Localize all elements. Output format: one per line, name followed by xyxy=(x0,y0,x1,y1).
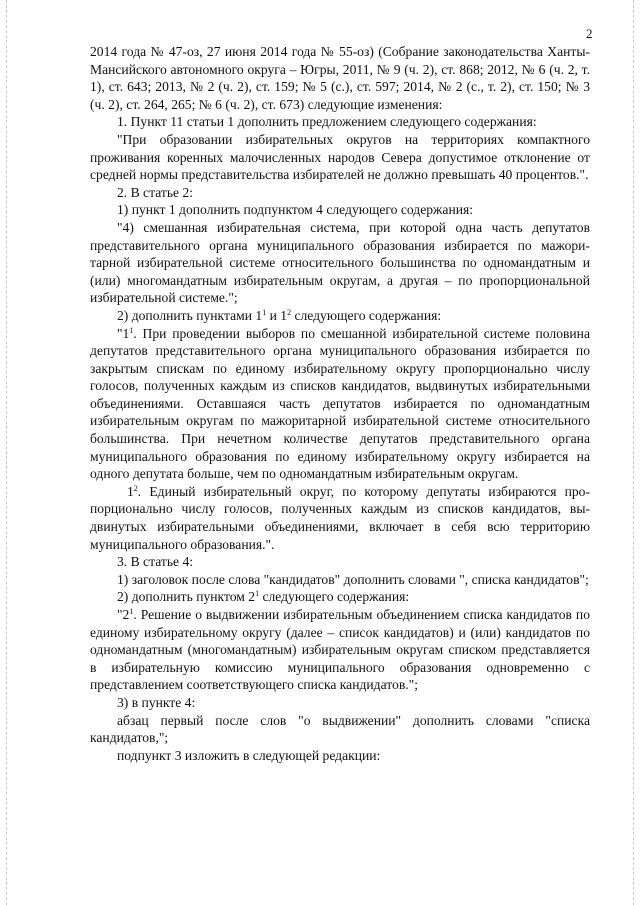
paragraph-quote-1: "При образовании избирательных округов на территориях компактного проживания коренных малочисленных народов Севера допустимое отклонение от средней нормы представительства избирателей не должно превышать 40 процентов.". xyxy=(90,131,590,183)
paragraph-item-2: 2. В статье 2: xyxy=(117,184,194,200)
paragraph-subitem-3: 1) заголовок после слова "кандидатов" дополнить словами ", списка кандидатов"; xyxy=(117,571,589,587)
page-number: 2 xyxy=(586,26,593,41)
paragraph-instruction-1: абзац первый после слов "о выдвижении" дополнить словами "списка кандидатов,"; xyxy=(90,712,590,746)
scan-edge-right xyxy=(633,0,635,905)
paragraph-item-3: 3. В статье 4: xyxy=(117,554,194,570)
paragraph-quote-4: $1^2$. Единый избирательный округ, по которому депутаты избираются пропорционально числу голосов, полученных каждым из списков кандидатов, выдвинутых избирательными объединениями, включает в себя всю территорию муниципального образования.". xyxy=(90,483,590,552)
paragraph-item-1: 1. Пункт 11 статьи 1 дополнить предложением следующего содержания: xyxy=(117,114,537,130)
paragraph-quote-3: "$1^1$. При проведении выборов по смешанной избирательной системе половина депутатов представительного органа муниципального образования избирается по закрытым спискам по единому избирательному округу пропорционально числу голосов, полученных каждым из списков кандидатов, выдвинутых избирательными объединениями. Оставшаяся часть депутатов избирается по одномандатным избирательным округам по мажоритарной избирательной системе относительного большинства. При нечетном количестве депутатов представительного органа муниципального образования по единому избирательному округу избирается на одного депутата больше, чем по одномандатным избирательным округам. xyxy=(90,325,590,482)
document-body xyxy=(90,43,590,764)
paragraph-subitem-5: 3) в пункте 4: xyxy=(117,694,196,710)
scan-edge-left xyxy=(6,0,8,905)
paragraph-subitem-4: 2) дополнить пунктом $2^1$ следующего содержания: xyxy=(117,589,410,605)
paragraph-continuation: 2014 года № 47-оз, 27 июня 2014 года № 55-оз) (Собрание законодательства Ханты-Мансийского автономного округа – Югры, 2011, № 9 (ч. 2), ст. 868; 2012, № 6 (ч. 2, т. 1), ст. 643; 2013, № 2 (ч. 2), ст. 159; № 5 (с.), ст. 597; 2014, № 2 (с., т. 2), ст. 150; № 3 (ч. 2), ст. 264, 265; № 6 (ч. 2), ст. 673) следующие изменения: xyxy=(90,44,590,112)
paragraph-subitem-2: 2) дополнить пунктами $1^1$ и $1^2$ следующего содержания: xyxy=(117,307,442,323)
paragraph-quote-5: "$2^1$. Решение о выдвижении избирательным объединением списка кандидатов по единому избирательному округу (далее – список кандидатов) и (или) кандидатов по одномандатным (многомандатным) избирательным округам списком представляется в избирательную комиссию муниципального образования одновременно с представлением соответствующего списка кандидатов."; xyxy=(90,607,590,693)
paragraph-subitem-1: 1) пункт 1 дополнить подпунктом 4 следующего содержания: xyxy=(117,202,474,218)
paragraph-instruction-2: подпункт 3 изложить в следующей редакции: xyxy=(117,747,381,763)
paragraph-quote-2: "4) смешанная избирательная система, при которой одна часть депутатов представительного органа муниципального образования избирается по мажоритарной избирательной системе относительного большинства по одномандатным и (или) многомандатным избирательным округам, а другая – по пропорциональной избирательной системе."; xyxy=(90,219,590,306)
